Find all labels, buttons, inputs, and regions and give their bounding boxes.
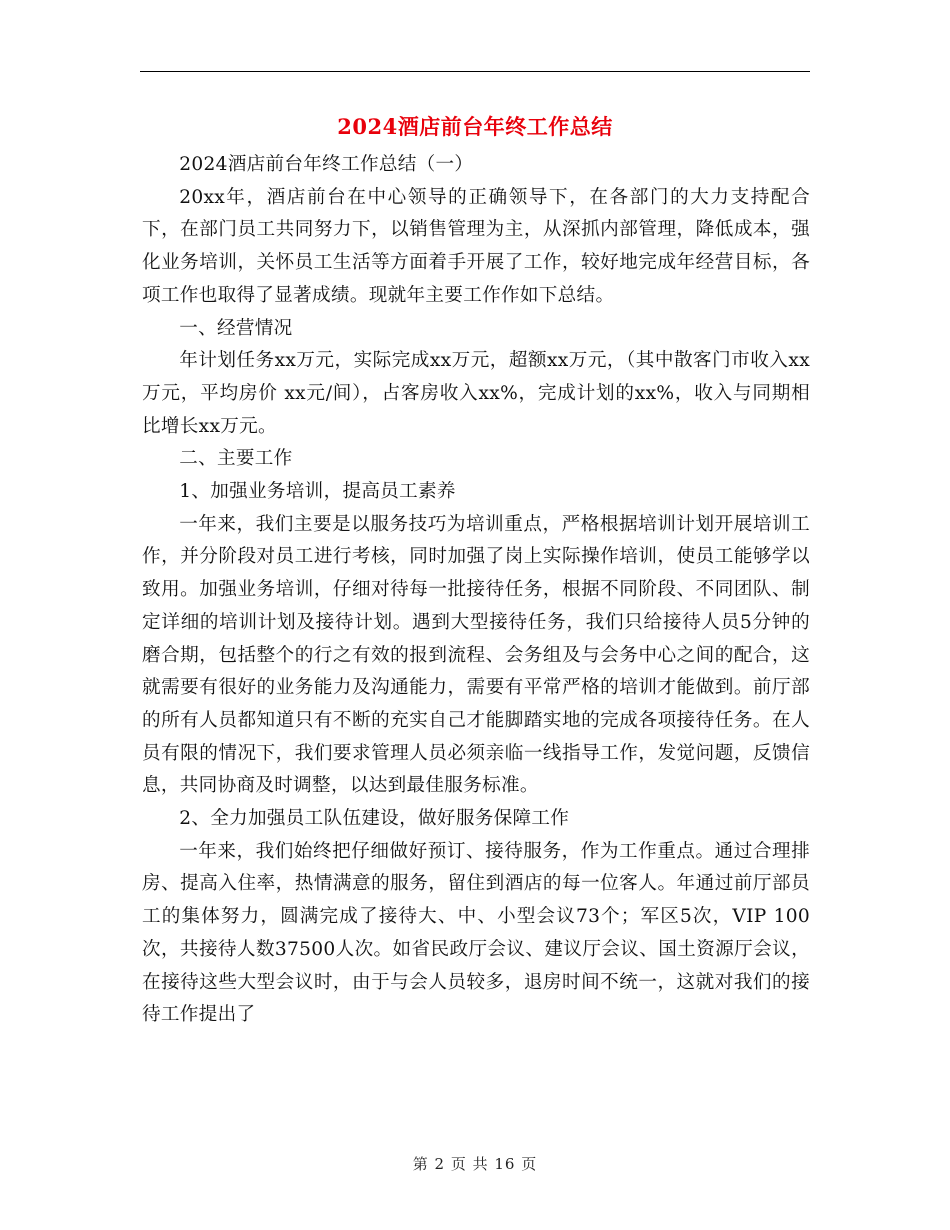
training-paragraph: 一年来，我们主要是以服务技巧为培训重点，严格根据培训计划开展培训工作，并分阶段对员工进行考核，同时加强了岗上实际操作培训，使员工能够学以致用。加强业务培训，仔细对待每一批接待任务，根据不同阶段、不同团队、制定详细的培训计划及接待计划。遇到大型接待任务，我们只给接待人员5分钟的磨合期，包括整个的行之有效的报到流程、会务组及与会务中心之间的配合，这就需要有很好的业务能力及沟通能力，需要有平常严格的培训才能做到。前厅部的所有人员都知道只有不断的充实自己才能脚踏实地的完成各项接待任务。在人员有限的情况下，我们要求管理人员必须亲临一线指导工作，发觉问题，反馈信息，共同协商及时调整，以达到最佳服务标准。: [142, 513, 810, 797]
section-heading-main-work: 二、主要工作: [179, 448, 293, 470]
operations-paragraph: 年计划任务xx万元，实际完成xx万元，超额xx万元，（其中散客门市收入xx万元，平均房价 xx元/间），占客房收入xx%，完成计划的xx%，收入与同期相比增长xx万元。: [142, 350, 810, 437]
intro-paragraph: 20xx年，酒店前台在中心领导的正确领导下，在各部门的大力支持配合下，在部门员工共同努力下，以销售管理为主，从深抓内部管理，降低成本，强化业务培训，关怀员工生活等方面着手开展了工作，较好地完成年经营目标，各项工作也取得了显著成绩。现就年主要工作作如下总结。: [142, 186, 810, 306]
subtitle-paragraph: 2024酒店前台年终工作总结（一）: [179, 154, 474, 175]
subheading-training: 1、加强业务培训，提高员工素养: [179, 481, 456, 503]
header-rule: [140, 71, 810, 72]
document-title: 2024酒店前台年终工作总结: [337, 114, 613, 139]
document-body: [142, 149, 810, 1032]
subheading-team-building: 2、全力加强员工队伍建设，做好服务保障工作: [179, 808, 570, 830]
page-number: 第 2 页 共 16 页: [412, 1155, 538, 1173]
team-building-paragraph: 一年来，我们始终把仔细做好预订、接待服务，作为工作重点。通过合理排房、提高入住率，热情满意的服务，留住到酒店的每一位客人。年通过前厅部员工的集体努力，圆满完成了接待大、中、小型会议73个；军区5次，VIP 100次，共接待人数37500人次。如省民政厅会议、建议厅会议、国土资源厅会议，在接待这些大型会议时，由于与会人员较多，退房时间不统一，这就对我们的接待工作提出了: [142, 840, 810, 1026]
section-heading-operations: 一、经营情况: [179, 317, 293, 339]
